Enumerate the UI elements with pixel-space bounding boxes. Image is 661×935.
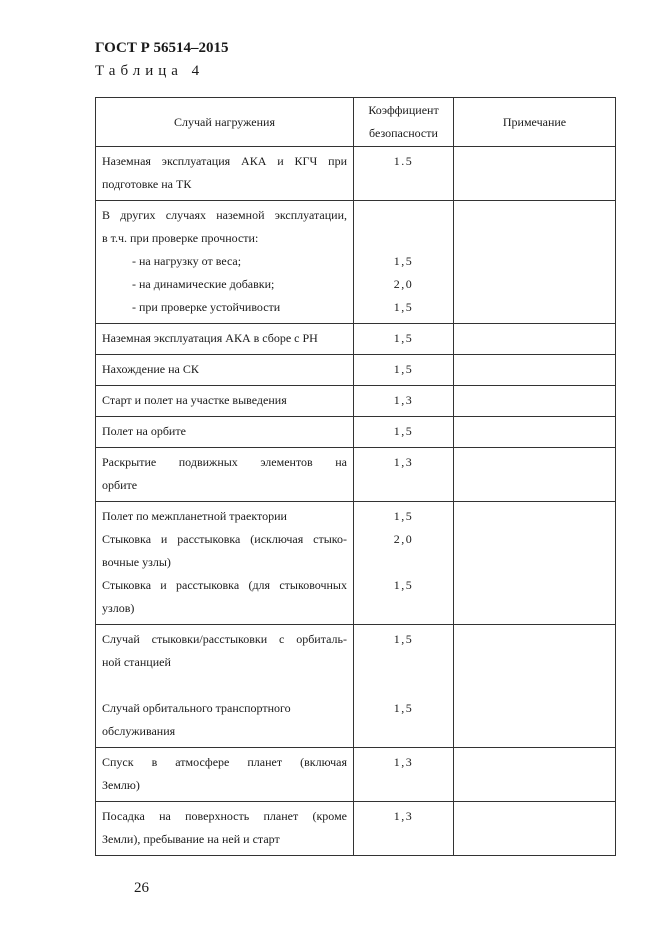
safety-factor-cell <box>354 355 454 386</box>
load-case-line: Нахождение на СК <box>102 362 199 376</box>
load-case-cell <box>96 147 354 201</box>
load-case-line: подготовке на ТК <box>102 177 192 191</box>
safety-factor-cell <box>354 802 454 856</box>
load-case-line: Случай стыковки/расстыковки с орбиталь- <box>102 632 347 646</box>
standard-number: ГОСТ Р 56514–2015 <box>95 40 229 56</box>
load-case-line: в т.ч. при проверке прочности: <box>102 231 259 245</box>
load-case-line: Земли), пребывание на ней и старт <box>102 832 280 846</box>
load-case-cell <box>96 448 354 502</box>
load-case-line: Раскрытие подвижных элементов на <box>102 455 347 469</box>
table-row <box>96 448 616 502</box>
load-case-line: узлов) <box>102 601 135 615</box>
load-case-cell <box>96 324 354 355</box>
table-row <box>96 201 616 324</box>
safety-factor-cell <box>354 502 454 625</box>
safety-factor-cell <box>354 147 454 201</box>
load-case-cell <box>96 201 354 324</box>
load-case-line: В других случаях наземной эксплуатации, <box>102 208 347 222</box>
load-case-line: Старт и полет на участке выведения <box>102 393 287 407</box>
safety-factor-value: 1,3 <box>393 809 414 823</box>
load-case-cell <box>96 748 354 802</box>
table-row <box>96 355 616 386</box>
note-cell <box>454 748 616 802</box>
load-case-line: ной станцией <box>102 655 171 669</box>
safety-factor-cell <box>354 448 454 502</box>
safety-factor-value: 2,0 <box>393 532 414 546</box>
header-safety-factor-line2: безопасности <box>369 126 438 140</box>
table-row <box>96 625 616 748</box>
safety-factor-value: 1,5 <box>393 632 414 646</box>
load-case-line: Полет по межпланетной траектории <box>102 509 287 523</box>
safety-factor-cell <box>354 386 454 417</box>
safety-factor-value <box>354 651 453 674</box>
safety-factor-value <box>354 674 453 697</box>
note-cell <box>454 802 616 856</box>
safety-factor-value <box>354 551 453 574</box>
load-case-line: - при проверке устойчивости <box>132 300 281 314</box>
load-case-line: орбите <box>102 478 138 492</box>
load-case-line: Случай орбитального транспортного <box>102 701 291 715</box>
note-cell <box>454 147 616 201</box>
load-case-cell <box>96 417 354 448</box>
table-row <box>96 386 616 417</box>
table-row <box>96 147 616 201</box>
load-case-line: Наземная эксплуатация АКА и КГЧ при <box>102 154 347 168</box>
note-cell <box>454 201 616 324</box>
header-safety-factor-line1: Коэффициент <box>368 103 439 117</box>
load-case-line: Стыковка и расстыковка (исключая стыко- <box>102 532 347 546</box>
table-row <box>96 802 616 856</box>
load-case-cell <box>96 386 354 417</box>
table-row <box>96 324 616 355</box>
load-case-cell <box>96 802 354 856</box>
safety-factor-value: 1.5 <box>393 154 414 168</box>
safety-factor-value <box>354 597 453 620</box>
header-safety-factor <box>354 98 454 147</box>
note-cell <box>454 448 616 502</box>
safety-factor-cell <box>354 201 454 324</box>
safety-factor-value: 1,3 <box>393 755 414 769</box>
header-load-case-label: Случай нагружения <box>174 114 275 129</box>
load-case-cell <box>96 625 354 748</box>
page-number: 26 <box>134 880 149 896</box>
load-case-line: - на нагрузку от веса; <box>132 254 242 268</box>
safety-factor-cell <box>354 417 454 448</box>
load-case-cell <box>96 355 354 386</box>
safety-factor-value <box>354 227 453 250</box>
note-cell <box>454 355 616 386</box>
load-case-line: - на динамические добавки; <box>132 277 275 291</box>
load-case-line: вочные узлы) <box>102 555 171 569</box>
safety-factor-cell <box>354 748 454 802</box>
header-load-case <box>96 98 354 147</box>
safety-factor-value: 1,5 <box>393 424 414 438</box>
note-cell <box>454 324 616 355</box>
table-row <box>96 417 616 448</box>
table-row <box>96 502 616 625</box>
table-title: Таблица 4 <box>95 63 205 79</box>
safety-factor-value: 1,5 <box>393 578 414 592</box>
safety-factor-value: 1,5 <box>393 362 414 376</box>
safety-factor-value: 2,0 <box>393 277 414 291</box>
load-case-line: Землю) <box>102 778 140 792</box>
safety-factor-value: 1,3 <box>393 393 414 407</box>
safety-factor-value: 1,5 <box>393 701 414 715</box>
safety-factor-value <box>354 204 453 227</box>
note-cell <box>454 502 616 625</box>
load-case-line: обслуживания <box>102 724 176 738</box>
safety-factor-value: 1,5 <box>393 331 414 345</box>
load-case-line: Наземная эксплуатация АКА в сборе с РН <box>102 331 318 345</box>
safety-factor-cell <box>354 324 454 355</box>
table-header-row <box>96 98 616 147</box>
note-cell <box>454 625 616 748</box>
load-case-line: Стыковка и расстыковка (для стыковочных <box>102 578 347 592</box>
header-note <box>454 98 616 147</box>
safety-factor-value: 1,5 <box>393 300 414 314</box>
load-case-line: Спуск в атмосфере планет (включая <box>102 755 347 769</box>
load-case-cell <box>96 502 354 625</box>
safety-factor-value: 1,5 <box>393 254 414 268</box>
header-note-label: Примечание <box>502 114 567 129</box>
safety-factor-value <box>354 720 453 743</box>
load-case-line: Посадка на поверхность планет (кроме <box>102 809 347 823</box>
note-cell <box>454 417 616 448</box>
load-case-line: Полет на орбите <box>102 424 186 438</box>
safety-factor-value: 1,5 <box>393 509 414 523</box>
load-case-line <box>102 674 347 697</box>
safety-factor-cell <box>354 625 454 748</box>
note-cell <box>454 386 616 417</box>
table-row <box>96 748 616 802</box>
safety-factor-value: 1,3 <box>393 455 414 469</box>
safety-factor-table <box>95 97 616 856</box>
